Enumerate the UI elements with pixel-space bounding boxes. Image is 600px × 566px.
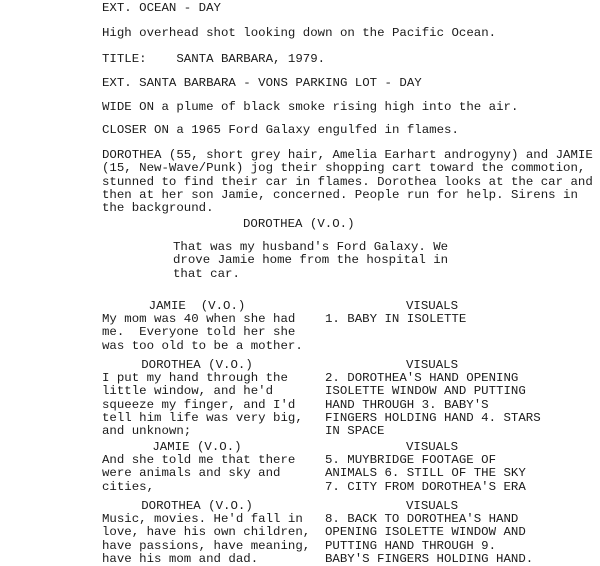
action-overhead-shot: High overhead shot looking down on the Pacific Ocean. [102, 26, 497, 40]
split-character-jamie-3: JAMIE (V.O.) [152, 440, 242, 454]
split-character-dorothea-4: DOROTHEA (V.O.) [141, 499, 253, 513]
dialogue-text-dorothea: That was my husband's Ford Galaxy. We drove Jamie home from the hospital in that car. [173, 240, 449, 281]
split-dialogue-dorothea-4: Music, movies. He'd fall in love, have his own children, have passions, have meaning, have his mom and dad. [102, 512, 311, 566]
visuals-header-2: VISUALS [406, 358, 459, 372]
visuals-header-1: VISUALS [406, 299, 459, 313]
scene-heading-parking-lot: EXT. SANTA BARBARA - VONS PARKING LOT - DAY [102, 76, 422, 90]
visuals-text-3: 5. MUYBRIDGE FOOTAGE OF ANIMALS 6. STILL OF THE SKY 7. CITY FROM DOROTHEA'S ERA [325, 453, 526, 494]
visuals-text-4: 8. BACK TO DOROTHEA'S HAND OPENING ISOLETTE WINDOW AND PUTTING HAND THROUGH 9. BABY'S FINGERS HOLDING HAND. [325, 512, 534, 566]
action-smoke-plume: WIDE ON a plume of black smoke rising high into the air. [102, 100, 519, 114]
dialogue-character-dorothea: DOROTHEA (V.O.) [243, 217, 355, 231]
split-character-jamie-1: JAMIE (V.O.) [148, 299, 246, 313]
scene-heading-ocean: EXT. OCEAN - DAY [102, 1, 221, 15]
split-character-dorothea-2: DOROTHEA (V.O.) [141, 358, 253, 372]
visuals-text-2: 2. DOROTHEA'S HAND OPENING ISOLETTE WINDOW AND PUTTING HAND THROUGH 3. BABY'S FINGERS HOLDING HAND 4. STARS IN SPACE [325, 371, 541, 439]
visuals-header-4: VISUALS [406, 499, 459, 513]
split-dialogue-jamie-1: My mom was 40 when she had me. Everyone told her she was too old to be a mother. [102, 312, 303, 353]
visuals-header-3: VISUALS [406, 440, 459, 454]
title-card: TITLE: SANTA BARBARA, 1979. [102, 52, 326, 66]
action-car-flames: CLOSER ON a 1965 Ford Galaxy engulfed in flames. [102, 123, 459, 137]
split-dialogue-jamie-3: And she told me that there were animals and sky and cities, [102, 453, 296, 494]
action-dorothea-jamie: DOROTHEA (55, short grey hair, Amelia Earhart androgyny) and JAMIE (15, New-Wave/Punk) jog their shopping cart toward the commotion, stunned to find their car in flames. Dorothea looks at the car and then at her son Jamie, concerned. People run for help. Sirens in the background. [102, 148, 593, 216]
visuals-text-1: 1. BABY IN ISOLETTE [325, 312, 467, 326]
split-dialogue-dorothea-2: I put my hand through the little window, and he'd squeeze my finger, and I'd tell him life was very big, and unknown; [102, 371, 303, 439]
